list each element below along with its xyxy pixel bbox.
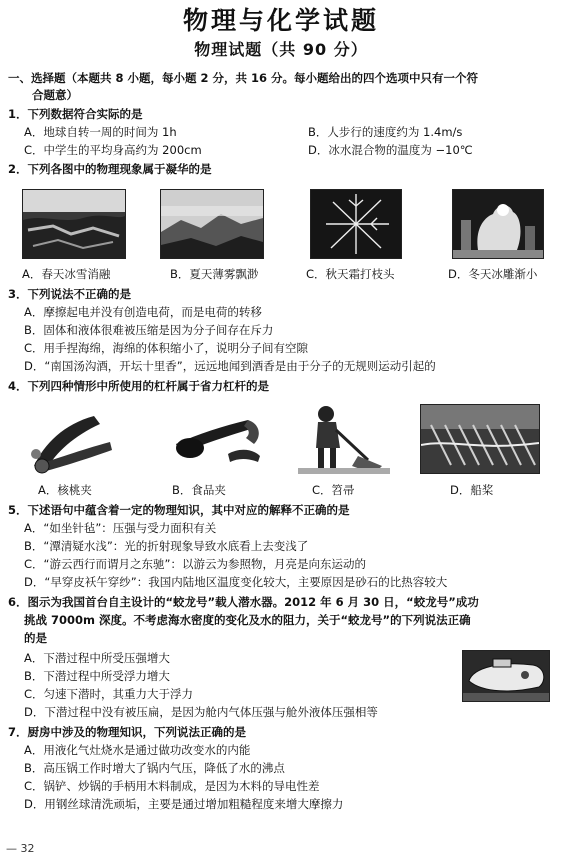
q6-stem-line2: 挑战 7000m 深度。不考虑海水密度的变化及水的阻力，关于“蛟龙号”的下列说法正确 [24, 613, 471, 627]
q6-option-b: B．下潜过程中所受浮力增大 [24, 669, 170, 683]
q2-photo-ice-melting [22, 189, 126, 259]
q4-option-c: C．笤帚 [312, 483, 355, 497]
q1-stem: 1．下列数据符合实际的是 [8, 107, 143, 121]
q1-option-b: B．人步行的速度约为 1.4m/s [308, 125, 463, 139]
q4-photo-food-tongs [168, 404, 268, 474]
q7-option-c: C．锅铲、炒锅的手柄用木料制成，是因为木料的导电性差 [24, 779, 320, 793]
q6-photo-submersible [462, 650, 550, 702]
q5-option-d: D．“早穿皮袄午穿纱”：我国内陆地区温度变化较大，主要原因是砂石的比热容较大 [24, 575, 448, 589]
q4-option-d: D．船桨 [450, 483, 494, 497]
q5-option-b: B．“潭清疑水浅”：光的折射现象导致水底看上去变浅了 [24, 539, 309, 553]
q1-option-c: C．中学生的平均身高约为 200cm [24, 143, 202, 157]
page-number: — 32 [6, 842, 35, 855]
q1-option-a: A．地球自转一周的时间为 1h [24, 125, 177, 139]
q3-option-d: D．“南国汤沟酒，开坛十里香”，远远地闻到酒香是由于分子的无规则运动引起的 [24, 359, 436, 373]
q3-stem: 3．下列说法不正确的是 [8, 287, 132, 301]
q7-option-a: A．用液化气灶烧水是通过做功改变水的内能 [24, 743, 251, 757]
q6-stem-line1: 6．图示为我国首台自主设计的“蛟龙号”载人潜水器。2012 年 6 月 30 日，“蛟龙号”成功 [8, 595, 479, 609]
q5-option-c: C．“游云西行而谓月之东驰”：以游云为参照物，月亮是向东运动的 [24, 557, 366, 571]
q2-stem: 2．下列各图中的物理现象属于凝华的是 [8, 162, 212, 176]
q7-option-b: B．高压锅工作时增大了锅内气压，降低了水的沸点 [24, 761, 285, 775]
q4-option-b: B．食品夹 [172, 483, 226, 497]
q7-option-d: D．用钢丝球清洗顽垢，主要是通过增加粗糙程度来增大摩擦力 [24, 797, 344, 811]
q2-photo-ice-sculpture [452, 189, 544, 259]
q2-option-d: D．冬天冰雕渐小 [448, 267, 538, 281]
q2-photo-frost [310, 189, 402, 259]
q5-stem: 5．下述语句中蕴含着一定的物理知识，其中对应的解释不正确的是 [8, 503, 350, 517]
q2-photo-mist [160, 189, 264, 259]
q4-option-a: A．核桃夹 [38, 483, 92, 497]
q2-option-a: A．春天冰雪消融 [22, 267, 111, 281]
q5-option-a: A．“如坐针毡”：压强与受力面积有关 [24, 521, 217, 535]
q4-photo-nutcracker [24, 404, 118, 474]
q6-option-c: C．匀速下潜时，其重力大于浮力 [24, 687, 194, 701]
page-subtitle: 物理试题（共 90 分） [194, 40, 368, 59]
q2-option-c: C．秋天霜打枝头 [306, 267, 395, 281]
q7-stem: 7．厨房中涉及的物理知识，下列说法正确的是 [8, 725, 246, 739]
section-heading: 一、选择题（本题共 8 小题，每小题 2 分，共 16 分。每小题给出的四个选项中只有一个符 [8, 71, 479, 85]
q3-option-c: C．用手捏海绵，海绵的体积缩小了，说明分子间有空隙 [24, 341, 309, 355]
q1-option-d: D．冰水混合物的温度为 −10℃ [308, 143, 473, 157]
q3-option-b: B．固体和液体很难被压缩是因为分子间存在斥力 [24, 323, 274, 337]
q4-stem: 4．下列四种情形中所使用的杠杆属于省力杠杆的是 [8, 379, 269, 393]
q6-option-a: A．下潜过程中所受压强增大 [24, 651, 170, 665]
q6-stem-line3: 的是 [24, 631, 47, 645]
q4-photo-broom [298, 400, 390, 474]
q4-photo-oar [420, 404, 540, 474]
section-heading-cont: 合题意） [32, 88, 78, 102]
q2-option-b: B．夏天薄雾飘渺 [170, 267, 259, 281]
q3-option-a: A．摩擦起电并没有创造电荷，而是电荷的转移 [24, 305, 262, 319]
page-title: 物理与化学试题 [182, 6, 379, 35]
q6-option-d: D．下潜过程中没有被压扁，是因为舱内气体压强与舱外液体压强相等 [24, 705, 378, 719]
